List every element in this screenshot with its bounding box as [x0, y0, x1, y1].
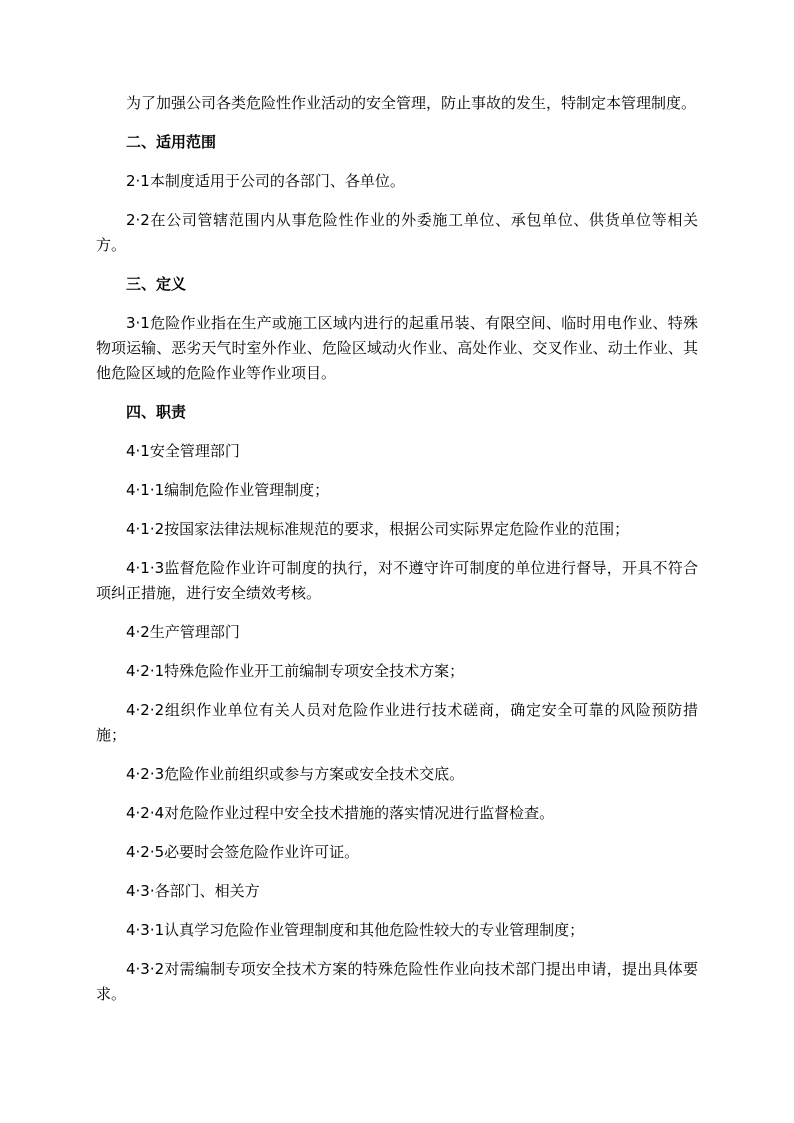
clause-4-2-5: 4·2·5必要时会签危险作业许可证。: [126, 843, 360, 861]
clause-4-3-2: 4·3·2对需编制专项安全技术方案的特殊危险性作业向技术部门提出申请，提出具体要求。: [96, 960, 698, 1003]
clause-2-1: 2·1本制度适用于公司的各部门、各单位。: [126, 172, 405, 190]
clause-4-2: 4·2生产管理部门: [126, 623, 240, 641]
clause-3-1: 3·1危险作业指在生产或施工区域内进行的起重吊装、有限空间、临时用电作业、特殊物项运输、恶劣天气时室外作业、危险区域动火作业、高处作业、交叉作业、动土作业、其他危险区域的危险作业等作业项目。: [96, 314, 698, 382]
clause-4-3: 4·3·各部门、相关方: [126, 882, 260, 900]
section-heading-definition: 三、定义: [126, 275, 187, 293]
clause-4-2-4: 4·2·4对危险作业过程中安全技术措施的落实情况进行监督检查。: [126, 804, 555, 822]
clause-4-1-1: 4·1·1编制危险作业管理制度；: [126, 481, 330, 499]
clause-4-1-2: 4·1·2按国家法律法规标准规范的要求，根据公司实际界定危险作业的范围；: [126, 520, 630, 538]
clause-4-3-1: 4·3·1认真学习危险作业管理制度和其他危险性较大的专业管理制度；: [126, 921, 585, 939]
clause-4-2-3: 4·2·3危险作业前组织或参与方案或安全技术交底。: [126, 765, 465, 783]
intro-paragraph: 为了加强公司各类危险性作业活动的安全管理，防止事故的发生，特制定本管理制度。: [126, 94, 697, 112]
document-page: [96, 91, 698, 1021]
clause-4-1: 4·1安全管理部门: [126, 442, 240, 460]
section-heading-scope: 二、适用范围: [126, 133, 217, 151]
clause-2-2: 2·2在公司管辖范围内从事危险性作业的外委施工单位、承包单位、供货单位等相关方。: [96, 211, 698, 254]
clause-4-2-1: 4·2·1特殊危险作业开工前编制专项安全技术方案；: [126, 662, 465, 680]
section-heading-responsibilities: 四、职责: [126, 403, 187, 421]
clause-4-2-2: 4·2·2组织作业单位有关人员对危险作业进行技术磋商，确定安全可靠的风险预防措施；: [96, 701, 698, 744]
clause-4-1-3: 4·1·3监督危险作业许可制度的执行，对不遵守许可制度的单位进行督导，开具不符合项纠正措施，进行安全绩效考核。: [96, 559, 698, 602]
